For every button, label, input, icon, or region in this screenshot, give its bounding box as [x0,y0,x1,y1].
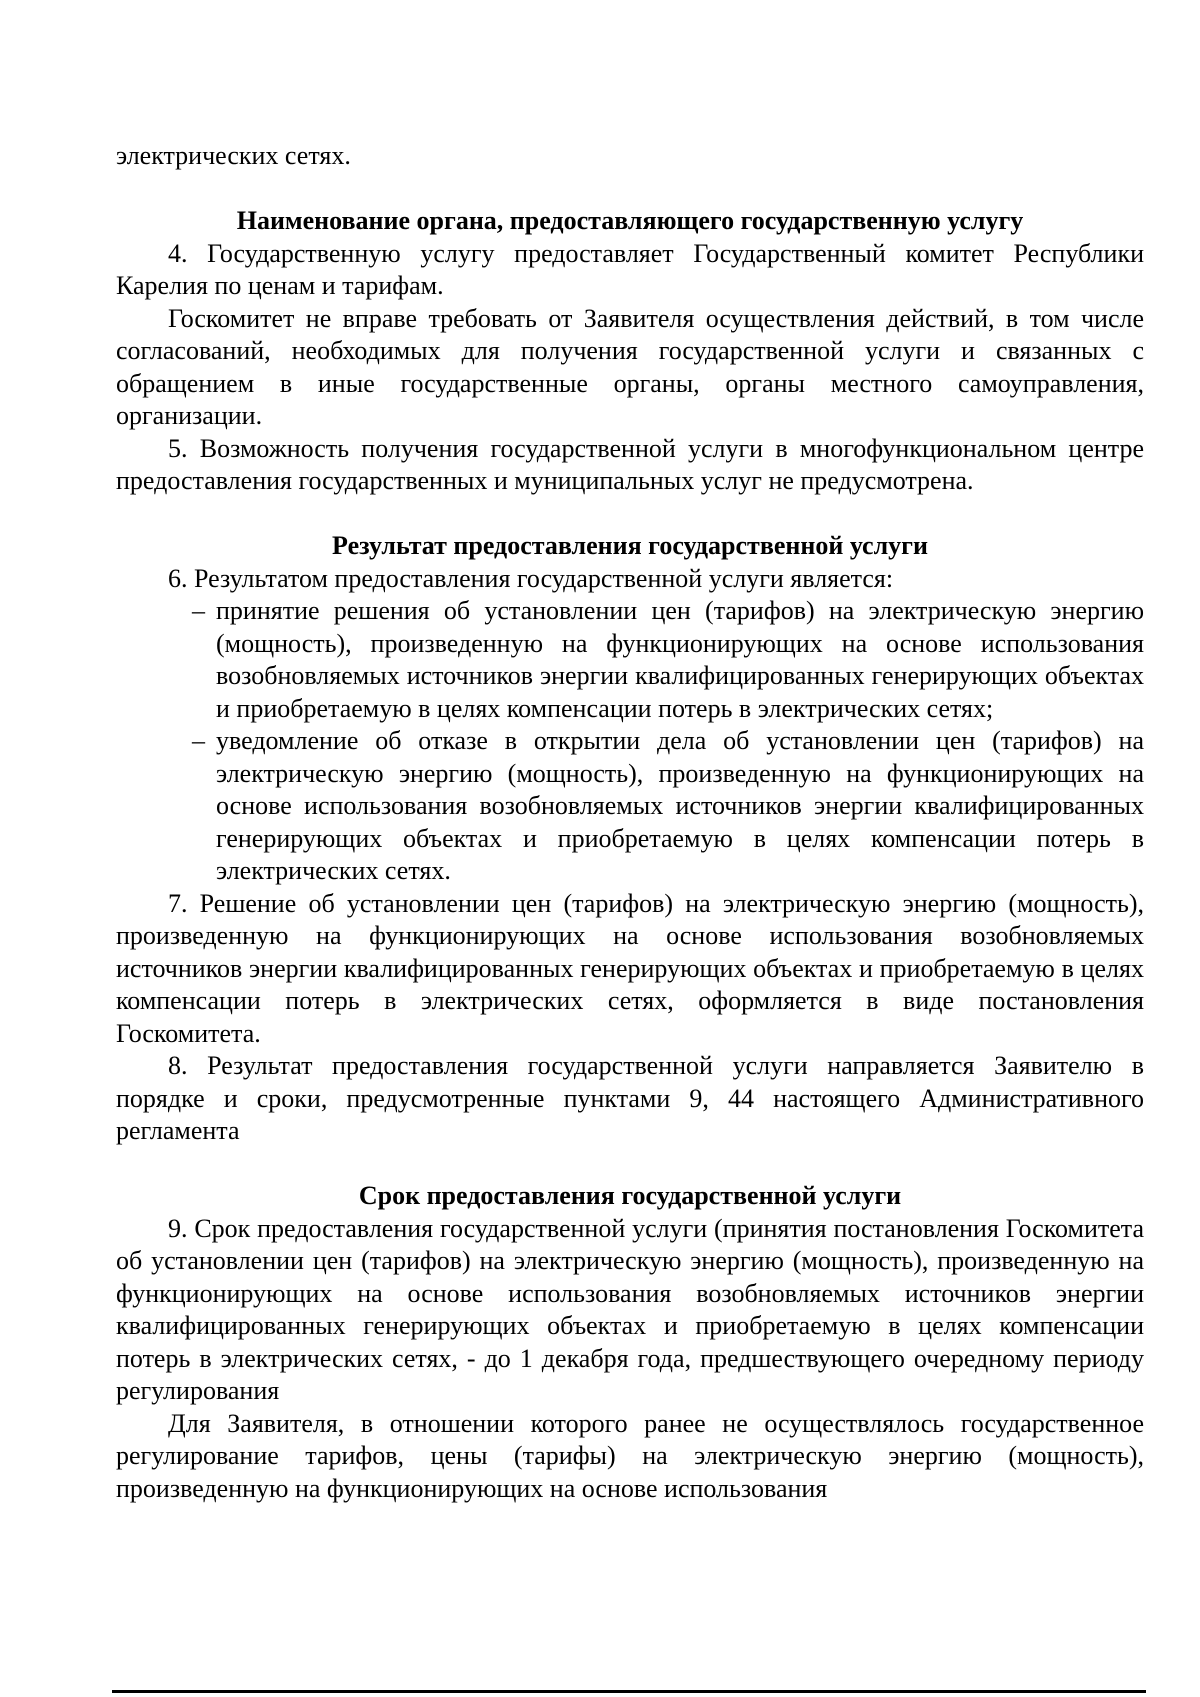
paragraph-4-continued: Госкомитет не вправе требовать от Заявителя осуществления действий, в том числе согласований, необходимых для получения государственной услуги и связанных с обращением в иные государственные органы, органы местного самоуправления, организации. [116,303,1144,430]
paragraph-8: 8. Результат предоставления государственной услуги направляется Заявителю в порядке и сроки, предусмотренные пунктами 9, 44 настоящего Административного регламента [116,1051,1144,1145]
lead-paragraph: электрических сетях. [116,141,351,170]
spacer [116,173,1144,206]
paragraph-5: 5. Возможность получения государственной услуги в многофункциональном центре предоставления государственных и муниципальных услуг не предусмотрена. [116,433,1144,495]
section-heading-term: Срок предоставления государственной услуги [358,1181,902,1210]
spacer [116,498,1144,531]
paragraph-9: 9. Срок предоставления государственной услуги (принятия постановления Госкомитета об установлении цен (тарифов) на электрическую энергию (мощность), произведенную на функционирующих на основе использования возобновляемых источников энергии квалифицированных генерирующих объектах и приобретаемую в целях компенсации потерь в электрических сетях, - до 1 декабря года, предшествующего очередному периоду регулирования [116,1213,1144,1405]
paragraph-9-continued: Для Заявителя, в отношении которого ранее не осуществлялось государственное регулирование тарифов, цены (тарифы) на электрическую энергию (мощность), произведенную на функционирующих на основе использования [116,1408,1144,1503]
result-list-item-decision [192,595,1144,725]
section-heading-authority: Наименование органа, предоставляющего государственную услугу [236,206,1024,235]
section-heading-result: Результат предоставления государственной услуги [332,531,928,560]
result-list-item-refusal [192,725,1144,888]
paragraph-6: 6. Результатом предоставления государственной услуги является: [168,563,894,593]
spacer [116,1148,1144,1181]
paragraph-4: 4. Государственную услугу предоставляет Государственный комитет Республики Карелия по ценам и тарифам. [116,238,1144,300]
document-page [116,140,1144,1505]
paragraph-7: 7. Решение об установлении цен (тарифов) на электрическую энергию (мощность), произведенную на функционирующих на основе использования возобновляемых источников энергии квалифицированных генерирующих объектах и приобретаемую в целях компенсации потерь в электрических сетях, оформляется в виде постановления Госкомитета. [116,888,1144,1048]
list-item-text: принятие решения об установлении цен (тарифов) на электрическую энергию (мощность), произведенную на функционирующих на основе использования возобновляемых источников энергии квалифицированных генерирующих объектах и приобретаемую в целях компенсации потерь в электрических сетях; [216,596,1144,723]
dash-bullet: – [192,726,205,755]
list-item-text: уведомление об отказе в открытии дела об установлении цен (тарифов) на электрическую энергию (мощность), произведенную на функционирующих на основе использования возобновляемых источников энергии квалифицированных генерирующих объектах и приобретаемую в целях компенсации потерь в электрических сетях. [216,726,1144,885]
page-bottom-rule [112,1690,1146,1693]
dash-bullet: – [192,596,205,625]
